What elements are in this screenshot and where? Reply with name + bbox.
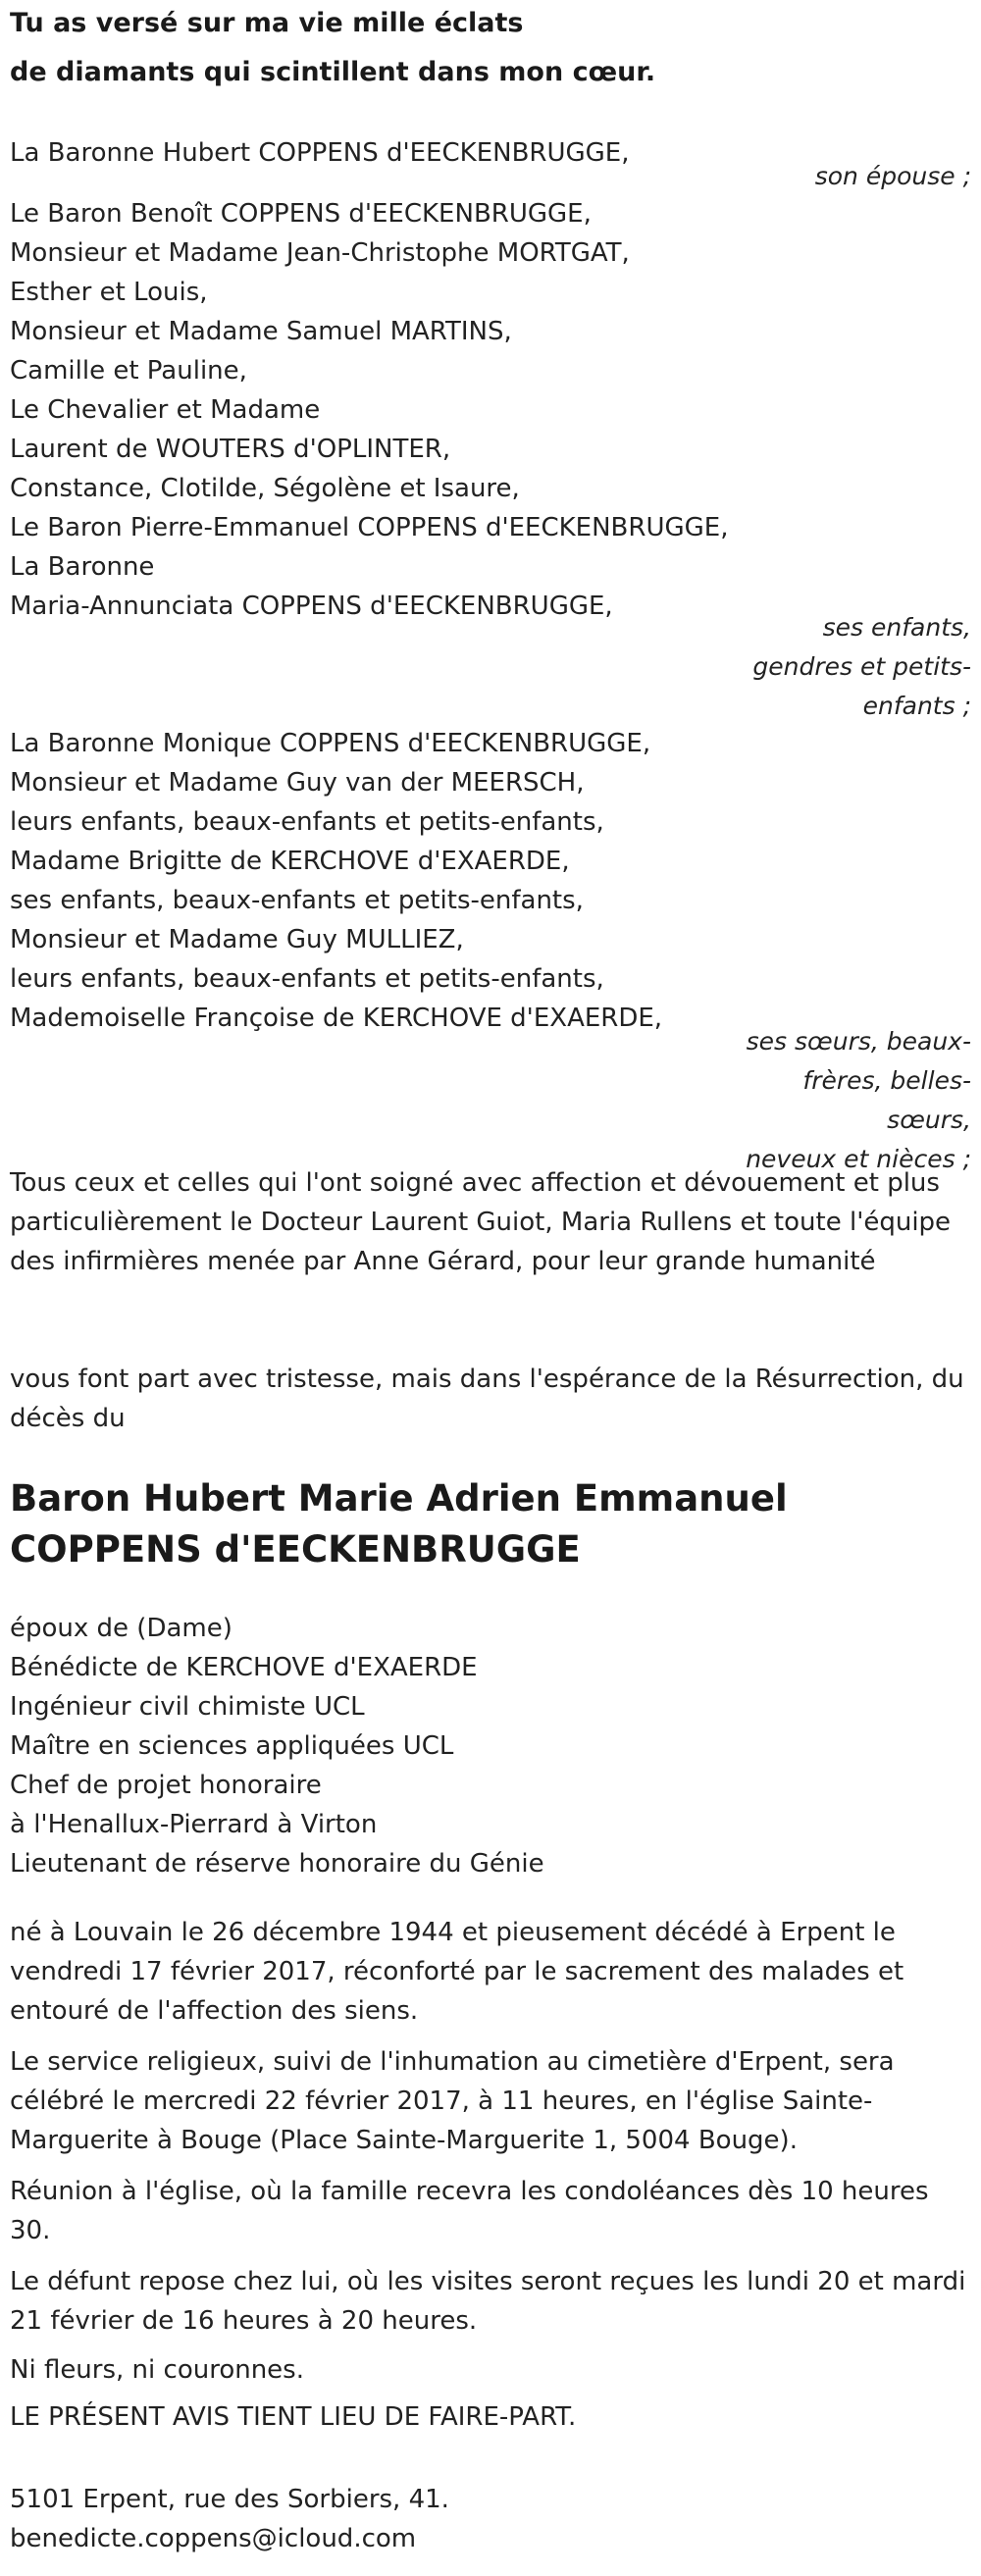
spouse-role xyxy=(736,157,971,196)
list-item: Camille et Pauline, xyxy=(10,356,247,386)
list-item: Monsieur et Madame Guy MULLIEZ, xyxy=(10,925,464,954)
list-item: La Baronne xyxy=(10,552,155,582)
visits-paragraph: Le défunt repose chez lui, où les visites seront reçues les lundi 20 et mardi 21 février de 16 heures à 20 heures. xyxy=(10,2267,966,2336)
list-item: époux de (Dame) xyxy=(10,1614,232,1643)
list-item: Ingénieur civil chimiste UCL xyxy=(10,1692,365,1722)
list-item: La Baronne Monique COPPENS d'EECKENBRUGGE, xyxy=(10,729,651,758)
role-line: frères, belles- xyxy=(802,1066,971,1095)
list-item: Chef de projet honoraire xyxy=(10,1771,322,1800)
list-item: à l'Henallux-Pierrard à Virton xyxy=(10,1810,378,1839)
list-item: Le Baron Pierre-Emmanuel COPPENS d'EECKENBRUGGE, xyxy=(10,513,729,542)
siblings-role xyxy=(736,1022,971,1179)
flowers-line: Ni fleurs, ni couronnes. xyxy=(10,2355,304,2385)
list-item: ses enfants, beaux-enfants et petits-enfants, xyxy=(10,886,584,915)
list-item: Maître en sciences appliquées UCL xyxy=(10,1731,454,1761)
list-item: Monsieur et Madame Guy van der MEERSCH, xyxy=(10,768,585,798)
email-link[interactable]: benedicte.coppens@icloud.com xyxy=(10,2524,417,2553)
role-line: ses enfants, xyxy=(822,613,971,642)
announcement-paragraph: vous font part avec tristesse, mais dans l'espérance de la Résurrection, du décès du xyxy=(10,1365,964,1433)
spouse-role-label: son épouse ; xyxy=(814,162,971,190)
list-item: Mademoiselle Françoise de KERCHOVE d'EXAERDE, xyxy=(10,1004,663,1033)
list-item: leurs enfants, beaux-enfants et petits-enfants, xyxy=(10,807,604,837)
titles-list xyxy=(10,1609,544,1883)
list-item: Constance, Clotilde, Ségolène et Isaure, xyxy=(10,474,520,503)
list-item: Madame Brigitte de KERCHOVE d'EXAERDE, xyxy=(10,847,570,876)
list-item: Le Baron Benoît COPPENS d'EECKENBRUGGE, xyxy=(10,199,592,229)
list-item: Monsieur et Madame Jean-Christophe MORTGAT, xyxy=(10,238,630,268)
notice-line: LE PRÉSENT AVIS TIENT LIEU DE FAIRE-PART. xyxy=(10,2402,577,2432)
role-line: gendres et petits- xyxy=(752,652,971,681)
role-line: neveux et nièces ; xyxy=(746,1145,971,1173)
children-list xyxy=(10,194,728,626)
role-line: ses sœurs, beaux- xyxy=(746,1027,971,1056)
deceased-name: Baron Hubert Marie Adrien Emmanuel COPPENS d'EECKENBRUGGE xyxy=(10,1477,788,1571)
role-line: enfants ; xyxy=(862,692,971,720)
reunion-paragraph: Réunion à l'église, où la famille recevra les condoléances dès 10 heures 30. xyxy=(10,2177,929,2245)
poem-line-1: Tu as versé sur ma vie mille éclats xyxy=(10,8,524,38)
birth-death-paragraph: né à Louvain le 26 décembre 1944 et pieusement décédé à Erpent le vendredi 17 février 2017, réconforté par le sacrement des malades et entouré de l'affection des siens. xyxy=(10,1918,904,2026)
address-line: 5101 Erpent, rue des Sorbiers, 41. xyxy=(10,2485,449,2514)
children-role xyxy=(736,608,971,726)
list-item: Le Chevalier et Madame xyxy=(10,395,321,425)
list-item: Monsieur et Madame Samuel MARTINS, xyxy=(10,317,512,346)
list-item: Lieutenant de réserve honoraire du Génie xyxy=(10,1849,544,1879)
spouse-name: La Baronne Hubert COPPENS d'EECKENBRUGGE, xyxy=(10,138,630,168)
role-line: sœurs, xyxy=(887,1106,971,1134)
caregivers-paragraph: Tous ceux et celles qui l'ont soigné avec affection et dévouement et plus particulièrement le Docteur Laurent Guiot, Maria Rullens et toute l'équipe des infirmières menée par Anne Gérard, pour leur grande humanité xyxy=(10,1168,952,1276)
poem-line-2: de diamants qui scintillent dans mon cœur. xyxy=(10,57,656,87)
service-paragraph: Le service religieux, suivi de l'inhumation au cimetière d'Erpent, sera célébré le mercredi 22 février 2017, à 11 heures, en l'église Sainte-Marguerite à Bouge (Place Sainte-Marguerite 1, 5004 Bouge). xyxy=(10,2047,895,2155)
siblings-list xyxy=(10,724,662,1038)
list-item: Bénédicte de KERCHOVE d'EXAERDE xyxy=(10,1653,478,1682)
list-item: Esther et Louis, xyxy=(10,278,208,307)
list-item: leurs enfants, beaux-enfants et petits-enfants, xyxy=(10,964,604,994)
list-item: Laurent de WOUTERS d'OPLINTER, xyxy=(10,435,451,464)
list-item: Maria-Annunciata COPPENS d'EECKENBRUGGE, xyxy=(10,592,613,621)
